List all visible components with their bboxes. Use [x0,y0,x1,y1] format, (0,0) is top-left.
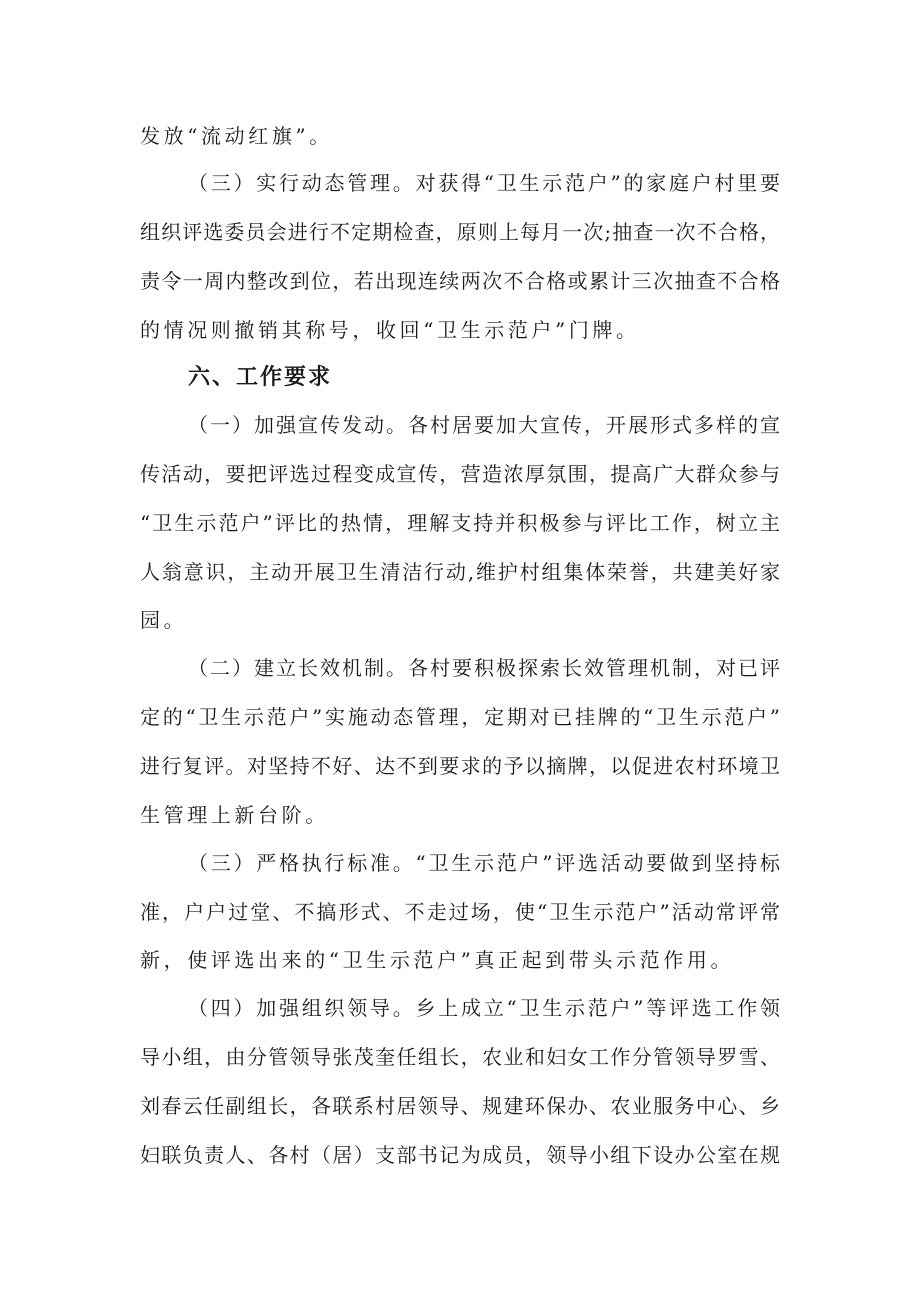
paragraph-first-line: （一）加强宣传发动。各村居要加大宣传，开展形式多样的宣 [188,413,780,437]
section-heading: 六、工作要求 [188,365,333,390]
body-text-line: 园。 [140,608,188,632]
body-text-line: 新，使评选出来的“卫生示范户”真正起到带头示范作用。 [140,948,735,972]
body-text-line: 导小组，由分管领导张茂奎任组长，农业和妇女工作分管领导罗雪、 [140,1045,780,1069]
body-text-line: 发放“流动红旗”。 [140,124,333,148]
body-text-line: 妇联负责人、各村（居）支部书记为成员，领导小组下设办公室在规 [140,1143,780,1167]
body-text-line: 生管理上新台阶。 [140,803,329,827]
body-text-line: 准，户户过堂、不搞形式、不走过场，使“卫生示范户”活动常评常 [140,900,780,924]
body-text-line: 组织评选委员会进行不定期检查，原则上每月一次;抽查一次不合格， [140,220,780,244]
body-text-line: 责令一周内整改到位，若出现连续两次不合格或累计三次抽查不合格 [140,269,780,293]
paragraph-first-line: （四）加强组织领导。乡上成立“卫生示范户”等评选工作领 [188,996,780,1020]
body-text-line: 刘春云任副组长，各联系村居领导、规建环保办、农业服务中心、乡 [140,1094,780,1118]
body-text-line: 传活动，要把评选过程变成宣传，营造浓厚氛围，提高广大群众参与 [140,462,780,486]
body-text-line: 人翁意识，主动开展卫生清洁行动,维护村组集体荣誉，共建美好家 [140,560,780,584]
body-text-line: “卫生示范户”评比的热情，理解支持并积极参与评比工作，树立主 [140,511,780,535]
body-text-line: 定的“卫生示范户”实施动态管理，定期对已挂牌的“卫生示范户” [140,705,780,729]
body-text-line: 进行复评。对坚持不好、达不到要求的予以摘牌，以促进农村环境卫 [140,754,780,778]
body-text-line: 的情况则撤销其称号，收回“卫生示范户”门牌。 [140,318,640,342]
paragraph-first-line: （二）建立长效机制。各村要积极探索长效管理机制，对已评 [188,656,780,680]
paragraph-first-line: （三）实行动态管理。对获得“卫生示范户”的家庭户村里要 [188,171,780,195]
paragraph-first-line: （三）严格执行标准。“卫生示范户”评选活动要做到坚持标 [188,851,780,875]
